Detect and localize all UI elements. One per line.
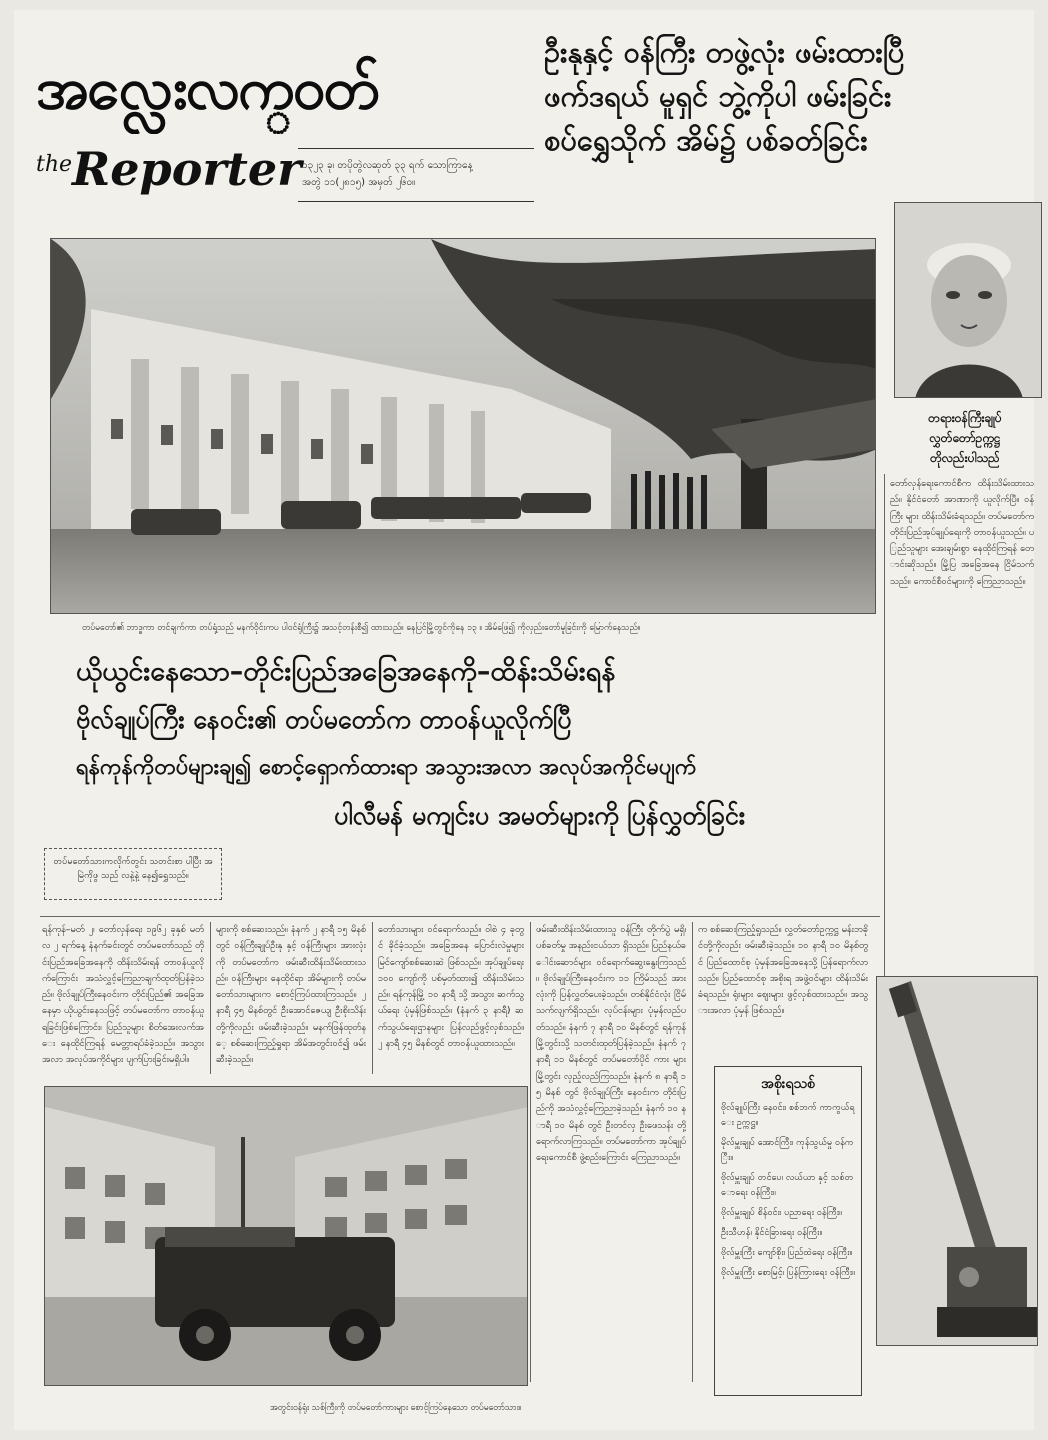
portrait-image [895, 203, 1042, 398]
top-headline [544, 30, 1034, 220]
artillery-photo [876, 976, 1038, 1346]
top-headline-line-3: စပ်ရွှေသိုက် အိမ်၌ ပစ်ခတ်ခြင်း [544, 123, 868, 157]
boxed-note: တပ်မတော်သားကလိုက်တွင်း သတင်းစာ ပါပြီး အမြဲကိုဖွ သည် လနဲ့နဲ့ နေ၍ရွှေသည်။ [44, 848, 222, 900]
jeep-photo-image [45, 1087, 528, 1386]
main-headline-line-2: ဗိုလ်ချုပ်ကြီး နေဝင်း၏ တပ်မတော်က တာဝန်ယူလိုက်ပြီ [76, 705, 572, 734]
new-government-title: အစိုးရသစ် [761, 1076, 815, 1092]
jeep-photo [44, 1086, 528, 1386]
right-column-text: တော်လှန်ရေးကောင်စီက ထိန်းသိမ်းထားသည်။ နိုင်ငံတော် အာဏာကို ယူလိုက်ပြီ။ ဝန်ကြီး များ ထိန်းသိမ်းခံရသည်။ တပ်မတော်က တိုင်းပြည်အုပ်ချုပ်ရေးကို တာဝန်ယူသည်။ ပြည်သူများ အေးချမ်းစွာ နေထိုင်ကြရန် တောင်းဆိုသည်။ မြို့ပြ အခြေအနေ ငြိမ်သက်သည်။ ကောင်စီဝင်များကို ကြေညာသည်။ [890, 478, 1034, 587]
top-headline-line-2: ဖက်ဒရယ် မူရှင် ဘွဲ့ကိုပါ ဖမ်းခြင်း [544, 79, 892, 113]
government-member-item: ဗိုလ်မှူးကြီး စောမြင့်၊ ပြန်ကြားရေး ဝန်ကြီး။ [721, 1268, 855, 1278]
section-rule [40, 916, 880, 917]
column-divider [692, 922, 693, 1382]
newspaper-page [14, 10, 1034, 1430]
government-member-item: ဗိုလ်ချုပ်ကြီး နေဝင်း၊ စစ်ဘက် ကာကွယ်ရေး ဥက္ကဋ္ဌ။ [721, 1103, 855, 1128]
portrait-photo [894, 202, 1042, 398]
article-column-1: ရန်ကုန်–မတ် ၂၊ တော်လှန်ရေး ၁၉၆၂ ခုနှစ် မတ်လ ၂ ရက်နေ့ နံနက်ခင်းတွင် တပ်မတော်သည် တိုင်းပြည်အခြေအနေကို ထိန်းသိမ်းရန် တာဝန်ယူလိုက်ကြောင်း အသံလွှင့်ကြေညာချက်ထုတ်ပြန်ခဲ့သည်။ ဗိုလ်ချုပ်ကြီးနေဝင်းက တိုင်းပြည်၏ အခြေအနေမှာ ယိုယွင်းနေသဖြင့် တပ်မတော်က တာဝန်ယူရခြင်းဖြစ်ကြောင်း၊ ပြည်သူများ စိတ်အေးလက်အေး နေထိုင်ကြရန် မေတ္တာရပ်ခံခဲ့သည်။ အသွားအလာ အလုပ်အကိုင်များ ပျက်ပြားခြင်းမရှိပါ။ [42, 924, 204, 1066]
article-column-5: က စစ်ဆေးကြည့်ရှုသည်။ လွှတ်တော်ဥက္ကဋ္ဌ မန်းဘခိုင်တို့ကိုလည်း ဖမ်းဆီးခဲ့သည်။ ၁၀ နာရီ ၁၀ မိနစ်တွင် ပြည်ထောင်စု ပုံမှန်အခြေအနေသို့ ပြန်ရောက်လာသည်။ ပြည်ထောင်စု အစိုးရ အဖွဲ့ဝင်များ ထိန်းသိမ်းခံရသည်။ ရုံးများ ဈေးများ ဖွင့်လှစ်ထားသည်။ အသွားအလာ ပုံမှန် ဖြစ်သည်။ [698, 924, 868, 1017]
column-divider [884, 474, 885, 994]
column-divider [210, 922, 211, 1074]
masthead-the: the [36, 152, 73, 177]
column-divider [530, 922, 531, 1382]
government-member-item: ဦးသီဟန်၊ နိုင်ငံခြားရေး ဝန်ကြီး။ [721, 1228, 823, 1238]
government-member-item: ဗိုလ်မှူးကြီး ကျော်စိုး၊ ပြည်ထဲရေး ဝန်ကြီး။ [721, 1248, 853, 1258]
main-photo-caption: တပ်မတော်၏ ဘာဒ္ဓကာ တင်ချက်ကာ တပ်ရုံ့သည် မနက်ဝိုင်းကပ ပါဝင်ရုံကြီး၌ အသင့်တန်းစီ၍ ထားသည်။ နေပြင်မြို့တွင်ကိုနေ ၁၃ ။ အိမ်ဖြေ၍ ကိုလှည်းတော်မူခြင်းကို မြောက်နေသည်။ [82, 623, 641, 633]
portrait-caption [892, 408, 1038, 470]
portrait-caption-line-1: တရားဝန်ကြီးချုပ် [928, 411, 1002, 425]
new-government-box [714, 1066, 862, 1396]
top-headline-line-1: ဦးနုနှင့် ဝန်ကြီး တဖွဲ့လုံး ဖမ်းထားပြီ [544, 35, 905, 69]
masthead-reporter: Reporter [72, 142, 302, 196]
issue-number: အတွဲ ၁၁(၂၈၁၅) အမှတ် ၂၆၀။ [302, 177, 416, 188]
portrait-caption-line-2: လွှတ်တော်ဥက္ကဋ္ဌ [929, 431, 1001, 445]
masthead-burmese-title: အလ္လေးလက္ဝတ် [36, 54, 379, 122]
main-photo-image [51, 239, 876, 614]
jeep-photo-caption: အတွင်းဝန်ရုံး သစ်ကြီးကို တပ်မတော်ကားများ စောင့်ကြပ်နေသော တပ်မတော်သား။ [270, 1403, 522, 1413]
main-headline-line-4: ပါလီမန် မကျင်းပ အမတ်များကို ပြန်လွှတ်ခြင်း [334, 801, 746, 830]
column-divider [372, 922, 373, 1074]
issue-info [298, 148, 534, 202]
issue-date: ၁၃၂၃ ခု၊ တပိုတွဲလဆုတ် ၃၃ ရက် သောကြာနေ့ [302, 160, 473, 171]
main-photo-government-building [50, 238, 876, 614]
article-column-3: တော်သားများ ဝင်ရောက်သည်။ ဝါစဲ ၄ ခုတွင် ခိုင်ခံ့သည်။ အခြေအနေ ပြောင်းလဲမှုများ မြင်ကျော်စစ်ဆေးဆဲ ဖြစ်သည်။ အုပ်ချုပ်ရေး ၁၀၀ ကျော်ကို ပစ်မှတ်ထား၍ ထိန်းသိမ်းသည်။ ရန်ကုန်မြို့ ၁၀ နာရီ သို့ အသွား ဆက်သွယ်ရေး ပုံမှန်ဖြစ်သည်။ (နံနက် ၃ နာရီ) ဆက်သွယ်ရေးဌာနများ ပြန်လည်ဖွင့်လှစ်သည်။ ၂ နာရီ ၄၅ မိနစ်တွင် တာဝန်ယူထားသည်။ [378, 924, 524, 1050]
article-column-2: များကို စစ်ဆေးသည်။ နံနက် ၂ နာရီ ၁၅ မိနစ်တွင် ဝန်ကြီးချုပ်ဦးနု နှင့် ဝန်ကြီးများ အားလုံးကို တပ်မတော်က ဖမ်းဆီးထိန်းသိမ်းထားသည်။ ဝန်ကြီးများ နေထိုင်ရာ အိမ်များကို တပ်မတော်သားများက စောင့်ကြပ်ထားကြသည်။ ၂ နာရီ ၄၅ မိနစ်တွင် ဦးအောင်ဇေယျ ဦးစိုးသိန်းတို့ကိုလည်း ဖမ်းဆီးခဲ့သည်။ မနက်ဖြန်ထုတ်နေ့ စစ်ဆေးကြည့်ရှုရာ အိမ်အတွင်းဝင်၍ ဖမ်းဆီးခဲ့သည်။ [216, 924, 366, 1066]
government-member-item: မိုလ်မှူးချုပ် အောင်ကြီး၊ ကုန်သွယ်မှု ဝန်ကြီး။ [721, 1138, 854, 1163]
main-headline-line-3: ရန်ကုန်ကိုတပ်များချ၍ စောင့်ရှောက်ထားရာ အသွားအလာ အလုပ်အကိုင်မပျက် [76, 755, 697, 780]
main-headline-line-1: ယိုယွင်းနေသော–တိုင်းပြည်အခြေအနေကို–ထိန်းသိမ်းရန် [76, 656, 616, 687]
article-column-4: ဖမ်းဆီးထိန်းသိမ်းထားသူ ဝန်ကြီး တိုက်ပွဲ မရှိ၊ ပစ်ခတ်မှု အနည်းငယ်သာ ရှိသည်။ ပြည်နယ်ခေါင်းဆောင်များ ဝင်ရောက်ဆွေးနွေးကြသည်။ ဗိုလ်ချုပ်ကြီးနေဝင်းက ၁၁ ကြိမ်သည် အားလုံးကို ပြန်လွှတ်ပေးခဲ့သည်။ တစ်နိုင်ငံလုံး ငြိမ်သက်လျက်ရှိသည်။ လုပ်ငန်းများ ပုံမှန်လည်ပတ်သည်။ နံနက် ၇ နာရီ ၁၀ မိနစ်တွင် ရန်ကုန်မြို့တွင်းသို့ သတင်းထုတ်ပြန်ခဲ့သည်။ နံနက် ၇ နာရီ ၁၁ မိနစ်တွင် တပ်မတော်ပိုင် ကား များ မြို့တွင်း လှည့်လည်ကြသည်။ နံနက် ၈ နာရီ ၁၅ မိနစ် တွင် ဗိုလ်ချုပ်ကြီး နေဝင်းက တိုင်းပြည်ကို အသံလွှင့်ကြေညာခဲ့သည်။ နံနက် ၁၀ နာရီ ၁၀ မိနစ် တွင် ဦးတင်လှ ဦးဖေသန်း တို့ ရောက်လာကြသည်။ တပ်မတော်ကာ အုပ်ချုပ်ရေးကောင်စီ ဖွဲ့စည်းကြောင်း ကြေညာသည်။ [536, 924, 686, 1164]
government-member-item: ဗိုလ်မှူးချုပ် စိန်ဝင်း၊ ပညာရေး ဝန်ကြီး။ [721, 1208, 842, 1218]
masthead-english-title [36, 142, 302, 204]
government-member-item: ဗိုလ်မှူးချုပ် တင်ပေ၊ လယ်ယာ နှင့် သစ်တောရေး ဝန်ကြီး။ [721, 1173, 854, 1198]
artillery-photo-image [877, 977, 1038, 1346]
portrait-caption-line-3: တိုလည်းပါသည် [930, 451, 1000, 465]
